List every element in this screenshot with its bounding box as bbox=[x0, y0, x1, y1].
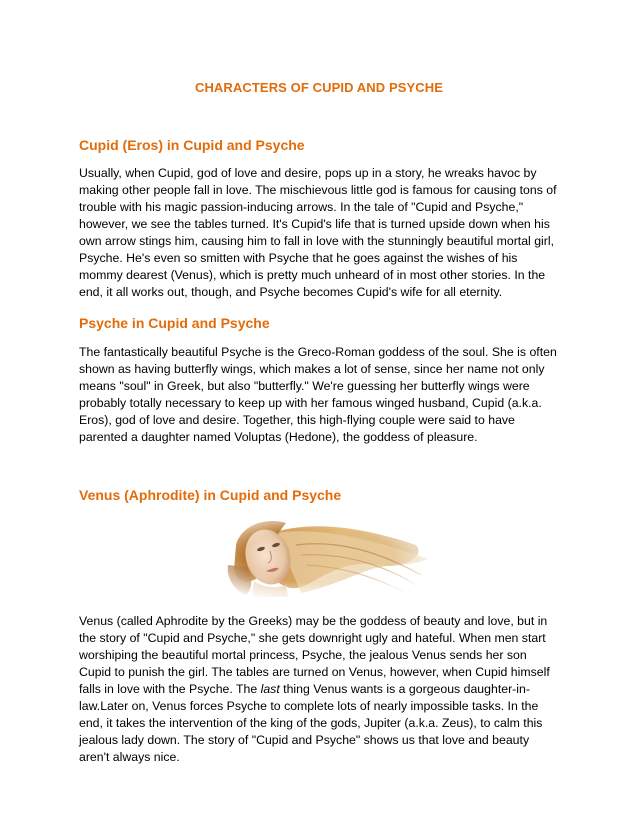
paragraph-line bbox=[79, 681, 561, 698]
paragraph-line: aren't always nice. bbox=[79, 750, 180, 764]
section-heading-psyche: Psyche in Cupid and Psyche bbox=[79, 315, 270, 331]
section-paragraph-cupid bbox=[79, 165, 561, 301]
paragraph-line: end, it all works out, though, and Psyche becomes Cupid's wife for all eternity. bbox=[79, 285, 503, 299]
section-heading-cupid: Cupid (Eros) in Cupid and Psyche bbox=[79, 137, 305, 153]
paragraph-line: Psyche. He's even so smitten with Psyche that he goes against the wishes of his bbox=[79, 251, 518, 265]
paragraph-line: own arrow stings him, causing him to fall in love with the stunningly beautiful mortal girl, bbox=[79, 234, 555, 248]
paragraph-line: however, we see the tables turned. It's Cupid's life that is turned upside down when his bbox=[79, 217, 550, 231]
paragraph-line: mommy dearest (Venus), which is pretty much unheard of in most other stories. In the bbox=[79, 268, 546, 282]
document-title: CHARACTERS OF CUPID AND PSYCHE bbox=[194, 80, 444, 95]
section-paragraph-venus bbox=[79, 613, 561, 766]
paragraph-line: end, it takes the intervention of the king of the gods, Jupiter (a.k.a. Zeus), to calm this bbox=[79, 716, 543, 730]
paragraph-line: worshiping the beautiful mortal princess, Psyche, the jealous Venus sends her son bbox=[79, 648, 527, 662]
paragraph-line: making other people fall in love. The mischievous little god is famous for causing tons of bbox=[79, 183, 557, 197]
paragraph-line: The fantastically beautiful Psyche is the Greco-Roman goddess of the soul. She is often bbox=[79, 345, 557, 359]
section-heading-venus: Venus (Aphrodite) in Cupid and Psyche bbox=[79, 487, 342, 503]
paragraph-line: the story of "Cupid and Psyche," she gets downright ugly and hateful. When men start bbox=[79, 631, 546, 645]
section-paragraph-psyche bbox=[79, 344, 561, 446]
paragraph-line: law.Later on, Venus forces Psyche to complete lots of nearly impossible tasks. In the bbox=[79, 699, 539, 713]
paragraph-line: shown as having butterfly wings, which makes a lot of sense, since her name not only bbox=[79, 362, 545, 376]
paragraph-line: Usually, when Cupid, god of love and desire, pops up in a story, he wreaks havoc by bbox=[79, 166, 537, 180]
venus-portrait-image bbox=[206, 515, 432, 597]
paragraph-line: means "soul" in Greek, but also "butterfly." We're guessing her butterfly wings were bbox=[79, 379, 530, 393]
paragraph-line: Eros), god of love and desire. Together, this high-flying couple were said to have bbox=[79, 413, 515, 427]
emphasis-text: last bbox=[260, 682, 280, 696]
paragraph-line: parented a daughter named Voluptas (Hedone), the goddess of pleasure. bbox=[79, 430, 478, 444]
line-text: falls in love with the Psyche. The bbox=[79, 682, 258, 696]
paragraph-line: Venus (called Aphrodite by the Greeks) may be the goddess of beauty and love, but in bbox=[79, 614, 548, 628]
paragraph-line: trouble with his magic passion-inducing arrows. In the tale of "Cupid and Psyche," bbox=[79, 200, 524, 214]
paragraph-line: Cupid to punish the girl. The tables are turned on Venus, however, when Cupid himself bbox=[79, 665, 550, 679]
paragraph-line: probably totally necessary to keep up with her famous winged husband, Cupid (a.k.a. bbox=[79, 396, 542, 410]
line-text: thing Venus wants is a gorgeous daughter-in- bbox=[279, 682, 530, 696]
paragraph-line: jealous lady down. The story of "Cupid and Psyche" shows us that love and beauty bbox=[79, 733, 530, 747]
